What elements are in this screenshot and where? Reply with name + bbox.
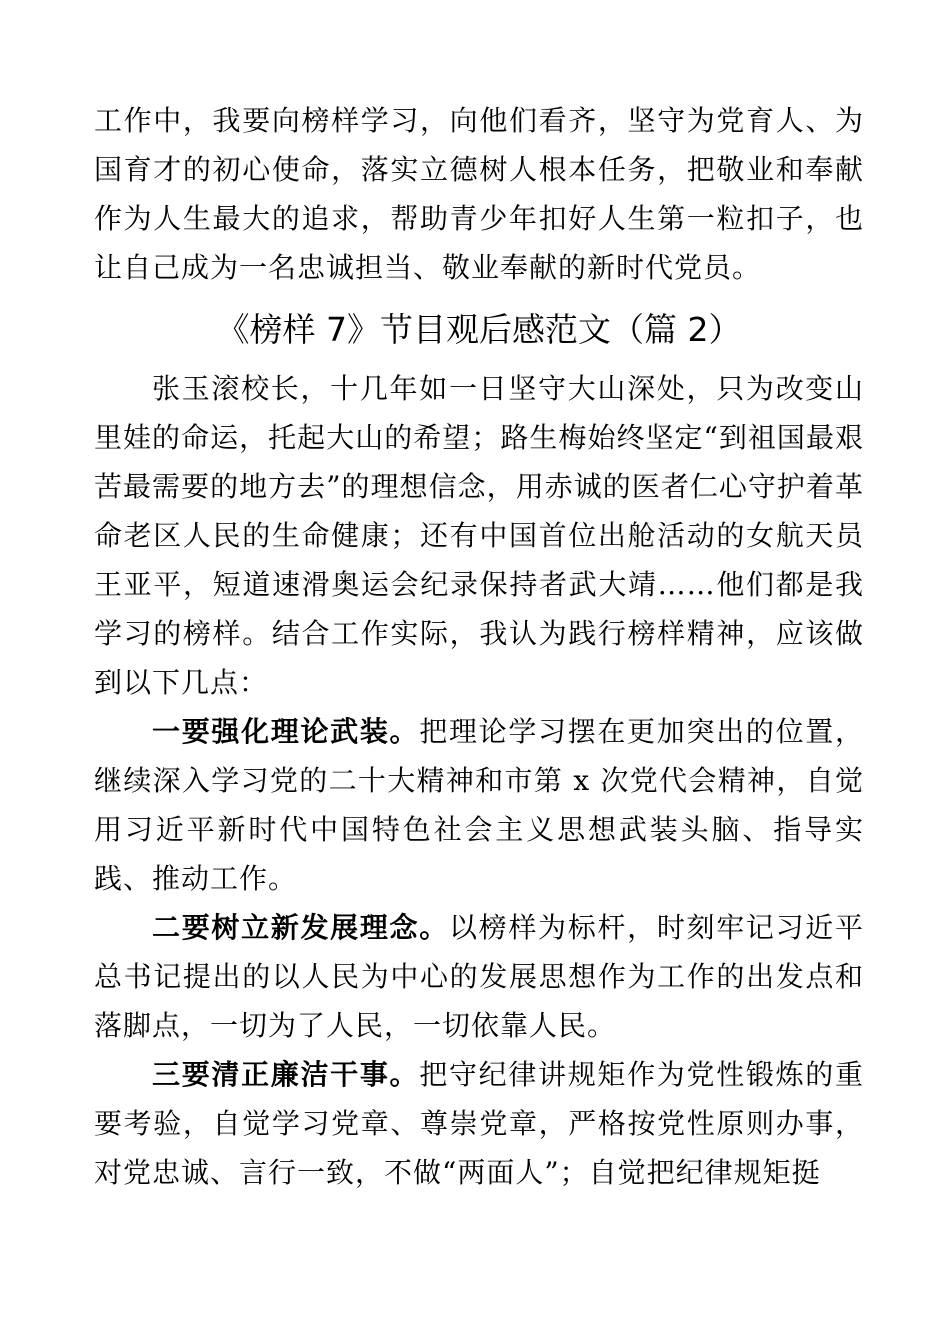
point-body-2: 以榜样为标杆，时刻牢记习近平总书记提出的以人民为中心的发展思想作为工作的出发点和落脚点，一切为了人民，一切依靠人民。 [94,911,864,1042]
section-title: 《榜样 7》节目观后感范文（篇 2） [216,310,742,349]
point-lead-3: 三要清正廉洁干事。 [152,1058,420,1091]
intro-paragraph: 张玉滚校长，十几年如一日坚守大山深处，只为改变山里娃的命运，托起大山的希望；路生梅始终坚定“到祖国最艰苦最需要的地方去”的理想信念，用赤诚的医者仁心守护着革命老区人民的生命健康；还有中国首位出舱活动的女航天员王亚平，短道速滑奥运会纪录保持者武大靖……他们都是我学习的榜样。结合工作实际，我认为践行榜样精神，应该做到以下几点： [94,372,864,699]
point-paragraph-3 [94,1050,864,1197]
document-body [94,96,864,1197]
point-lead-2: 二要树立新发展理念。 [152,911,449,944]
point-body-3: 把守纪律讲规矩作为党性锻炼的重要考验，自觉学习党章、尊崇党章，严格按党性原则办事，对党忠诚、言行一致，不做“两面人”；自觉把纪律规矩挺 [94,1058,864,1189]
point-body-1: 把理论学习摆在更加突出的位置，继续深入学习党的二十大精神和市第 x 次党代会精神，自觉用习近平新时代中国特色社会主义思想武装头脑、指导实践、推动工作。 [94,715,864,895]
point-lead-1: 一要强化理论武装。 [152,715,420,748]
continued-paragraph: 工作中，我要向榜样学习，向他们看齐，坚守为党育人、为国育才的初心使命，落实立德树人根本任务，把敬业和奉献作为人生最大的追求，帮助青少年扣好人生第一粒扣子，也让自己成为一名忠诚担当、敬业奉献的新时代党员。 [94,104,864,284]
point-paragraph-2 [94,903,864,1050]
point-paragraph-1 [94,707,864,903]
